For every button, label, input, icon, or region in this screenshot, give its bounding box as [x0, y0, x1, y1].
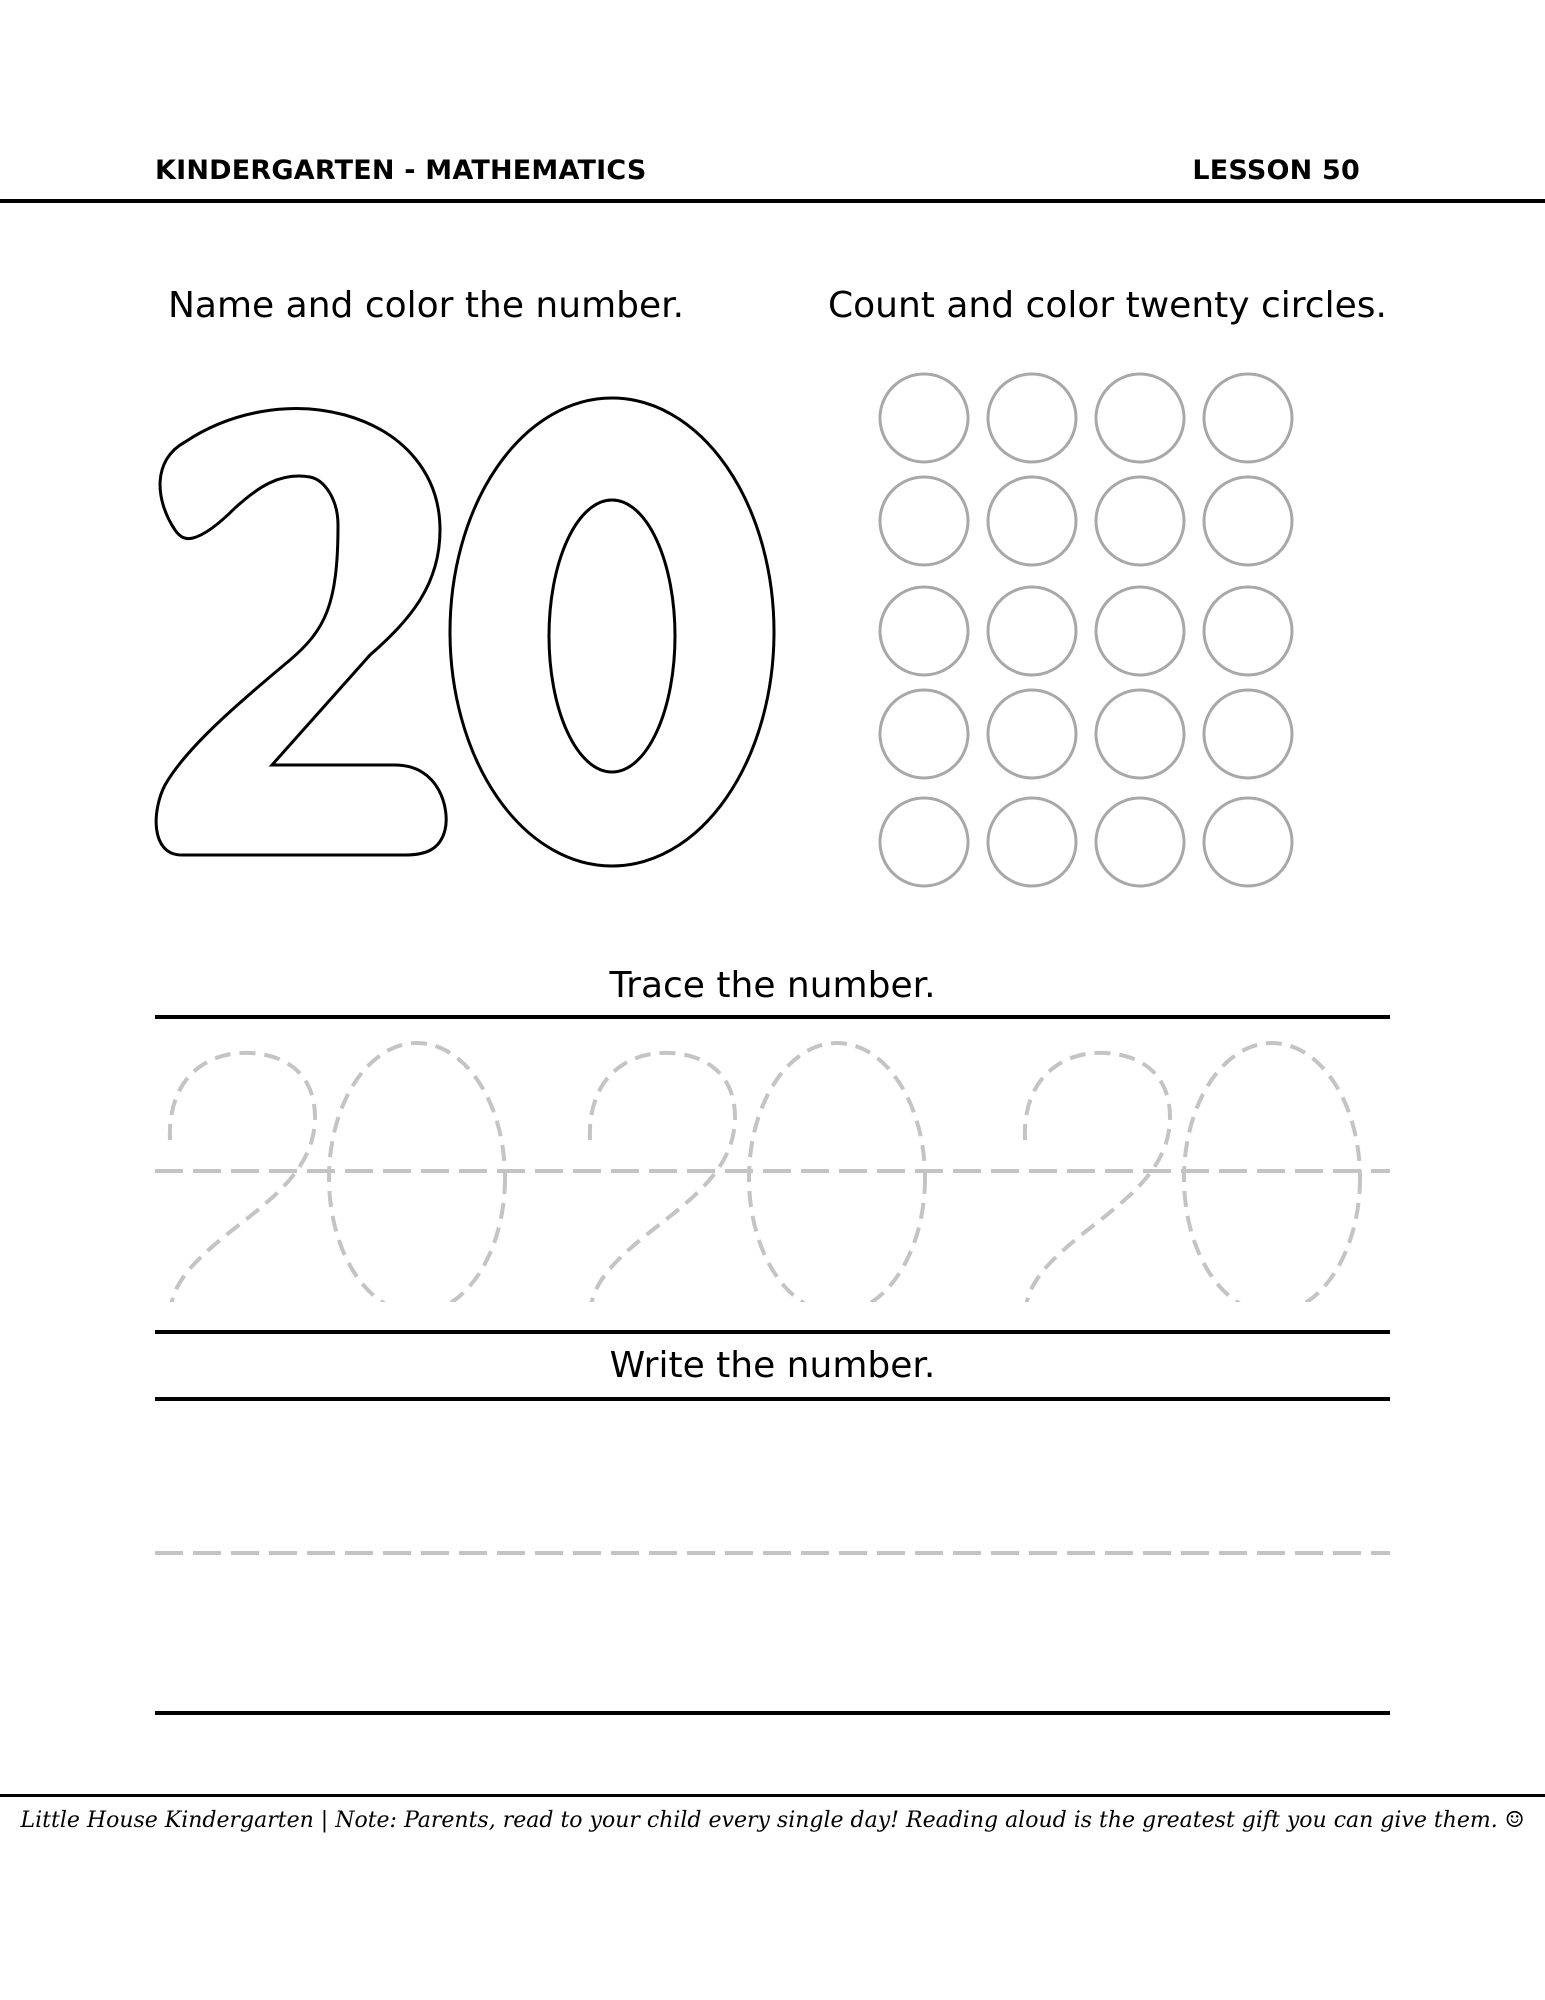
footer-rule — [0, 1794, 1545, 1797]
count-circle[interactable] — [1204, 477, 1292, 565]
count-circle[interactable] — [1204, 798, 1292, 886]
count-circle[interactable] — [1096, 690, 1184, 778]
name-color-instruction: Name and color the number. — [168, 285, 685, 326]
trace-digit-two — [590, 1053, 755, 1302]
count-circle[interactable] — [988, 690, 1076, 778]
trace-digit-two — [170, 1053, 335, 1302]
trace-number-area[interactable] — [155, 1032, 1390, 1302]
count-circle[interactable] — [1204, 690, 1292, 778]
count-circle-grid[interactable] — [870, 365, 1300, 895]
write-bottom-rule — [155, 1711, 1390, 1715]
count-circle[interactable] — [1096, 477, 1184, 565]
count-circle[interactable] — [988, 587, 1076, 675]
count-circle[interactable] — [880, 798, 968, 886]
count-circle[interactable] — [1096, 798, 1184, 886]
outlined-number-twenty — [140, 390, 780, 870]
count-circle[interactable] — [1096, 374, 1184, 462]
count-circle[interactable] — [880, 587, 968, 675]
trace-number-2[interactable] — [590, 1043, 925, 1302]
lesson-label: LESSON 50 — [1192, 155, 1360, 186]
footer-note: Little House Kindergarten | Note: Parents, read to your child every single day! Reading aloud is the greatest gift you can give them. ☺ — [20, 1808, 1525, 1833]
write-midline[interactable] — [155, 1548, 1390, 1558]
trace-instruction: Trace the number. — [609, 965, 936, 1006]
header-rule — [0, 199, 1545, 203]
trace-top-rule — [155, 1015, 1390, 1019]
count-circle[interactable] — [1096, 587, 1184, 675]
outline-digit-two — [156, 409, 446, 855]
course-title: KINDERGARTEN - MATHEMATICS — [155, 155, 647, 186]
outline-digit-zero-inner — [549, 500, 675, 772]
count-circle[interactable] — [1204, 374, 1292, 462]
count-circle[interactable] — [880, 477, 968, 565]
count-circle[interactable] — [880, 374, 968, 462]
count-circle[interactable] — [880, 690, 968, 778]
trace-digit-two — [1025, 1053, 1190, 1302]
count-circle[interactable] — [988, 798, 1076, 886]
count-circle[interactable] — [988, 477, 1076, 565]
trace-bottom-rule — [155, 1330, 1390, 1334]
write-instruction: Write the number. — [609, 1345, 936, 1386]
write-top-rule — [155, 1397, 1390, 1401]
count-color-instruction: Count and color twenty circles. — [828, 285, 1387, 326]
count-circle[interactable] — [988, 374, 1076, 462]
count-circle[interactable] — [1204, 587, 1292, 675]
